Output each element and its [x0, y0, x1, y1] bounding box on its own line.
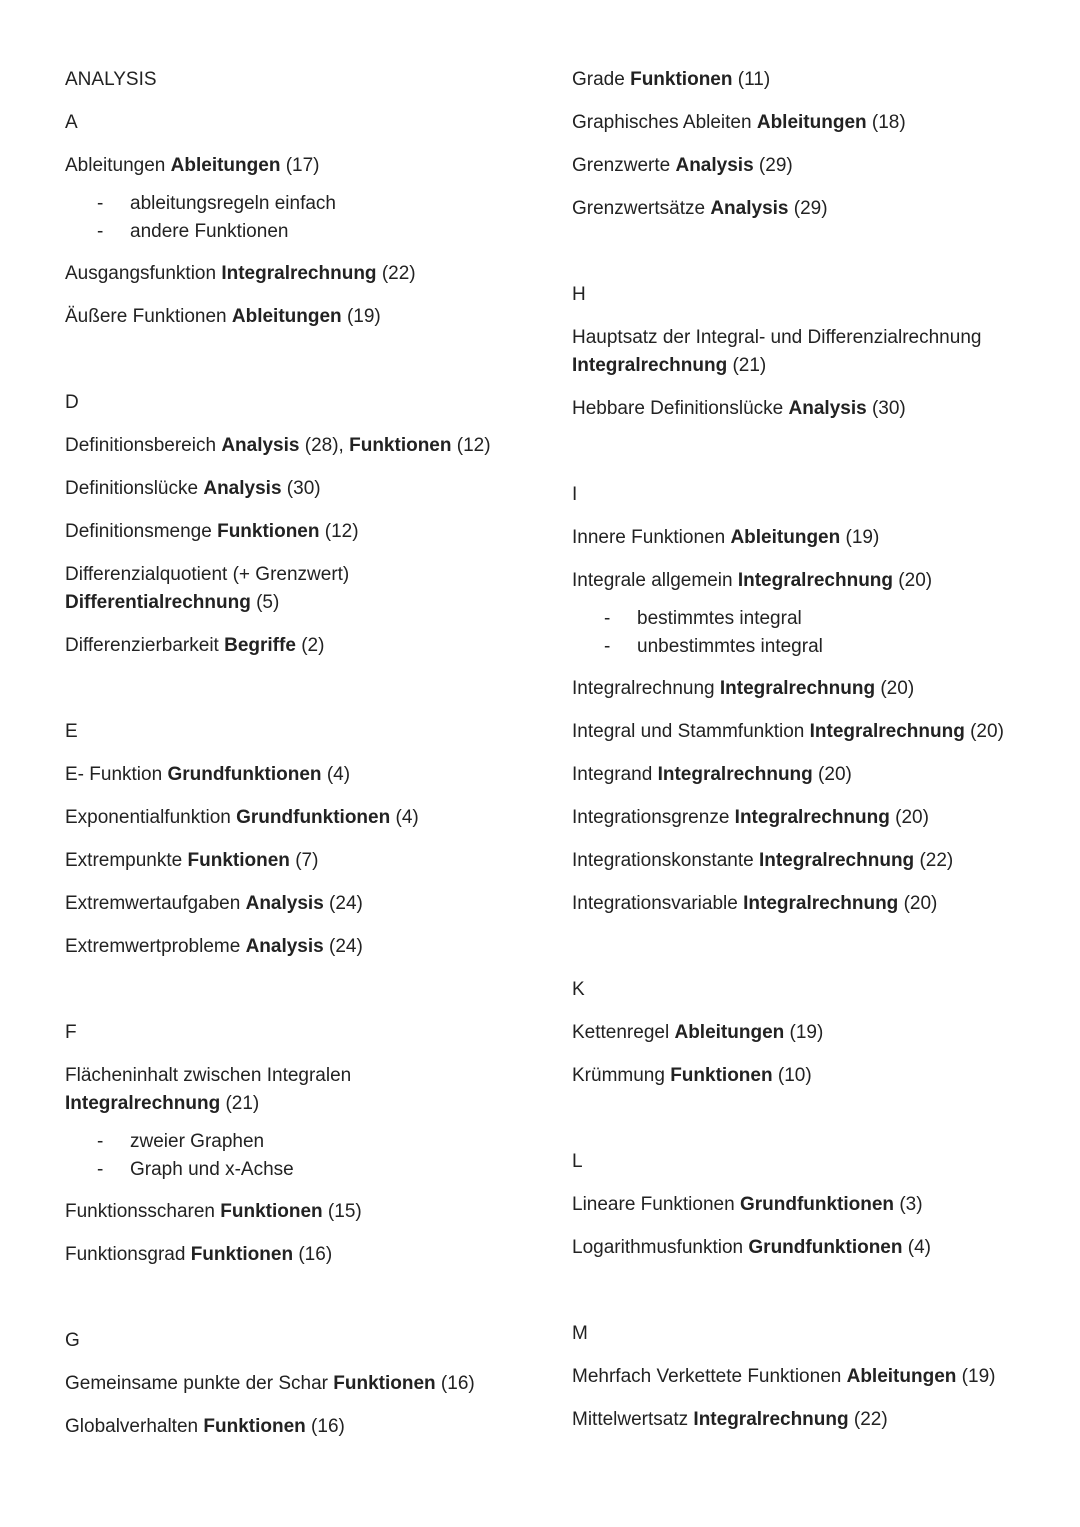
entry-term: Integrand [572, 764, 653, 785]
entry-page: (20) [895, 807, 929, 828]
entry-term: Definitionslücke [65, 478, 199, 499]
entry-page: (17) [285, 155, 320, 176]
index-entry [65, 847, 535, 875]
entry-category: Ableitungen [846, 1366, 957, 1387]
entry-category: Ableitungen [170, 155, 281, 176]
index-entry [572, 152, 1042, 180]
entry-page: (7) [295, 850, 319, 871]
entry-category: Integralrechnung [734, 807, 890, 828]
sub-item: - unbestimmtes integral [572, 633, 1042, 661]
page-title: ANALYSIS [65, 69, 157, 90]
entry-term: Integrationsvariable [572, 893, 738, 914]
dash-bullet: - [604, 636, 611, 657]
index-entry [572, 804, 1042, 832]
entry-category: Ableitungen [674, 1022, 785, 1043]
entry-page: (4) [907, 1237, 931, 1258]
entry-page: (29) [758, 155, 793, 176]
entry-page: (2) [301, 635, 325, 656]
entry-term: Mittelwertsatz [572, 1409, 689, 1430]
entry-page: (5) [256, 592, 280, 613]
sub-item: - andere Funktionen [65, 218, 535, 246]
entry-term: Extremwertaufgaben [65, 893, 241, 914]
entry-category: Ableitungen [730, 527, 841, 548]
entry-category: Integralrechnung [743, 893, 899, 914]
index-entry [572, 1019, 1042, 1047]
entry-category: Grundfunktionen [748, 1237, 903, 1258]
section-letter-d: D [65, 392, 79, 413]
index-entry [65, 804, 535, 832]
entry-category: Funktionen [220, 1201, 323, 1222]
entry-category: Analysis [245, 893, 324, 914]
entry-page: (12) [324, 521, 359, 542]
entry-category: Integralrechnung [737, 570, 894, 591]
index-entry [65, 761, 535, 789]
entry-page: (3) [899, 1194, 923, 1215]
entry-category: Grundfunktionen [236, 807, 391, 828]
entry-category: Integralrechnung [719, 678, 876, 699]
index-entry [572, 847, 1042, 875]
entry-page: (21) [225, 1093, 260, 1114]
entry-category: Integralrechnung [809, 721, 965, 742]
section-letter-l: L [572, 1151, 583, 1172]
entry-page: (16) [298, 1244, 333, 1265]
dash-bullet: - [604, 608, 611, 629]
entry-page: (18) [871, 112, 906, 133]
entry-category: Ableitungen [231, 306, 342, 327]
section-letter-k: K [572, 979, 585, 1000]
entry-category: Integralrechnung [657, 764, 813, 785]
entry-category: Analysis [245, 936, 324, 957]
entry-category: Integralrechnung [65, 1093, 221, 1114]
index-entry [65, 1370, 535, 1398]
entry-category: Analysis [675, 155, 754, 176]
entry-category: Integralrechnung [221, 263, 377, 284]
entry-page: (28), [304, 435, 344, 456]
index-entry [572, 1191, 1042, 1219]
entry-page: (21) [732, 355, 767, 376]
entry-page: (20) [880, 678, 915, 699]
section-letter-m: M [572, 1323, 588, 1344]
index-entry [572, 109, 1042, 137]
sub-item: - ableitungsregeln einfach [65, 190, 535, 218]
sub-list [65, 190, 535, 246]
entry-page: (19) [346, 306, 381, 327]
entry-category: Ableitungen [756, 112, 867, 133]
entry-term: Integrale allgemein [572, 570, 733, 591]
entry-category: Funktionen [630, 69, 733, 90]
entry-category: Integralrechnung [693, 1409, 849, 1430]
entry-page: (19) [789, 1022, 824, 1043]
sub-list [572, 605, 1042, 661]
index-entry [65, 1241, 535, 1269]
entry-page: (30) [286, 478, 321, 499]
section-letter-f: F [65, 1022, 77, 1043]
entry-page: (19) [845, 527, 880, 548]
index-entry [572, 324, 1042, 380]
entry-term: Integral und Stammfunktion [572, 721, 805, 742]
entry-term: Innere Funktionen [572, 527, 726, 548]
index-entry [572, 567, 1042, 595]
dash-bullet: - [97, 1131, 104, 1152]
entry-category: Funktionen [333, 1373, 436, 1394]
entry-term: Grenzwertsätze [572, 198, 706, 219]
index-entry [65, 1413, 535, 1441]
index-entry [65, 518, 535, 546]
index-entry [572, 1406, 1042, 1434]
entry-category: Integralrechnung [572, 355, 728, 376]
left-column [65, 66, 535, 1456]
index-entry [572, 1062, 1042, 1090]
entry-category: Analysis [203, 478, 282, 499]
entry-term: Lineare Funktionen [572, 1194, 735, 1215]
entry-term: Hauptsatz der Integral- und Differenzialrechnung [572, 327, 982, 348]
entry-category: Grundfunktionen [167, 764, 322, 785]
entry-category: Funktionen [217, 521, 320, 542]
entry-term: Krümmung [572, 1065, 665, 1086]
entry-term: Definitionsmenge [65, 521, 212, 542]
entry-term: Integrationskonstante [572, 850, 754, 871]
entry-term: Extremwertprobleme [65, 936, 241, 957]
index-entry [572, 1363, 1042, 1391]
entry-category: Funktionen [670, 1065, 773, 1086]
sub-item: - bestimmtes integral [572, 605, 1042, 633]
section-letter-e: E [65, 721, 78, 742]
entry-term: Grade [572, 69, 625, 90]
entry-category: Grundfunktionen [739, 1194, 895, 1215]
entry-page: (20) [970, 721, 1004, 742]
entry-term: Funktionsscharen [65, 1201, 215, 1222]
entry-term: Kettenregel [572, 1022, 670, 1043]
section-letter-g: G [65, 1330, 80, 1351]
index-entry [65, 561, 535, 617]
entry-category: Integralrechnung [758, 850, 915, 871]
entry-term: Exponentialfunktion [65, 807, 231, 828]
entry-term: Gemeinsame punkte der Schar [65, 1373, 328, 1394]
entry-page: (24) [329, 936, 363, 957]
section-letter-h: H [572, 284, 586, 305]
entry-page: (11) [737, 69, 771, 90]
entry-term: Funktionsgrad [65, 1244, 186, 1265]
entry-page: (16) [311, 1416, 345, 1437]
entry-term: E- Funktion [65, 764, 163, 785]
entry-term: Definitionsbereich [65, 435, 217, 456]
entry-page: (20) [818, 764, 852, 785]
entry-page: (19) [961, 1366, 996, 1387]
entry-term: Flächeninhalt zwischen Integralen [65, 1065, 352, 1086]
index-entry [572, 524, 1042, 552]
entry-page: (4) [326, 764, 351, 785]
entry-term: Mehrfach Verkettete Funktionen [572, 1366, 842, 1387]
section-letter-i: I [572, 484, 578, 505]
entry-term: Integrationsgrenze [572, 807, 730, 828]
index-entry [65, 260, 535, 288]
index-entry [65, 890, 535, 918]
entry-category: Analysis [221, 435, 300, 456]
entry-category: Begriffe [224, 635, 296, 656]
entry-category: Analysis [710, 198, 789, 219]
dash-bullet: - [97, 1159, 104, 1180]
entry-category: Analysis [788, 398, 867, 419]
entry-page: (16) [440, 1373, 475, 1394]
sub-item: - Graph und x-Achse [65, 1156, 535, 1184]
entry-page: (29) [793, 198, 828, 219]
entry-term: Differenzierbarkeit [65, 635, 219, 656]
index-entry [572, 1234, 1042, 1262]
entry-term: Globalverhalten [65, 1416, 199, 1437]
index-entry [65, 303, 535, 331]
index-entry [65, 632, 535, 660]
dash-bullet: - [97, 221, 104, 242]
right-column [572, 66, 1042, 1449]
entry-page: (30) [871, 398, 906, 419]
entry-term: Hebbare Definitionslücke [572, 398, 784, 419]
index-entry [572, 718, 1042, 746]
entry-page: (22) [381, 263, 416, 284]
entry-category: Funktionen [203, 1416, 306, 1437]
entry-term: Grenzwerte [572, 155, 671, 176]
entry-term: Graphisches Ableiten [572, 112, 752, 133]
entry-page: (20) [898, 570, 933, 591]
entry-term: Ausgangsfunktion [65, 263, 217, 284]
entry-page: (10) [777, 1065, 812, 1086]
entry-page: (20) [903, 893, 938, 914]
entry-category: Funktionen [349, 435, 452, 456]
index-entry [65, 1198, 535, 1226]
index-entry [572, 890, 1042, 918]
entry-category: Funktionen [187, 850, 290, 871]
entry-term: Extrempunkte [65, 850, 183, 871]
index-entry [65, 1062, 535, 1118]
entry-page: (24) [329, 893, 363, 914]
index-entry [65, 432, 535, 460]
index-entry [572, 195, 1042, 223]
index-entry [65, 152, 535, 180]
entry-page: (22) [853, 1409, 888, 1430]
entry-term: Differenzialquotient (+ Grenzwert) [65, 564, 350, 585]
entry-page: (12) [456, 435, 491, 456]
entry-term: Logarithmusfunktion [572, 1237, 744, 1258]
entry-category: Differentialrechnung [65, 592, 251, 613]
entry-term: Integralrechnung [572, 678, 715, 699]
entry-term: Ableitungen [65, 155, 166, 176]
dash-bullet: - [97, 193, 104, 214]
entry-page: (4) [395, 807, 419, 828]
index-entry [65, 475, 535, 503]
sub-item: - zweier Graphen [65, 1128, 535, 1156]
sub-list [65, 1128, 535, 1184]
index-entry [572, 675, 1042, 703]
entry-page: (15) [327, 1201, 362, 1222]
index-entry [572, 395, 1042, 423]
index-entry [572, 761, 1042, 789]
entry-page: (22) [919, 850, 954, 871]
entry-category: Funktionen [190, 1244, 294, 1265]
entry-term: Äußere Funktionen [65, 306, 227, 327]
index-entry [65, 933, 535, 961]
section-letter-a: A [65, 112, 78, 133]
index-entry [572, 66, 1042, 94]
